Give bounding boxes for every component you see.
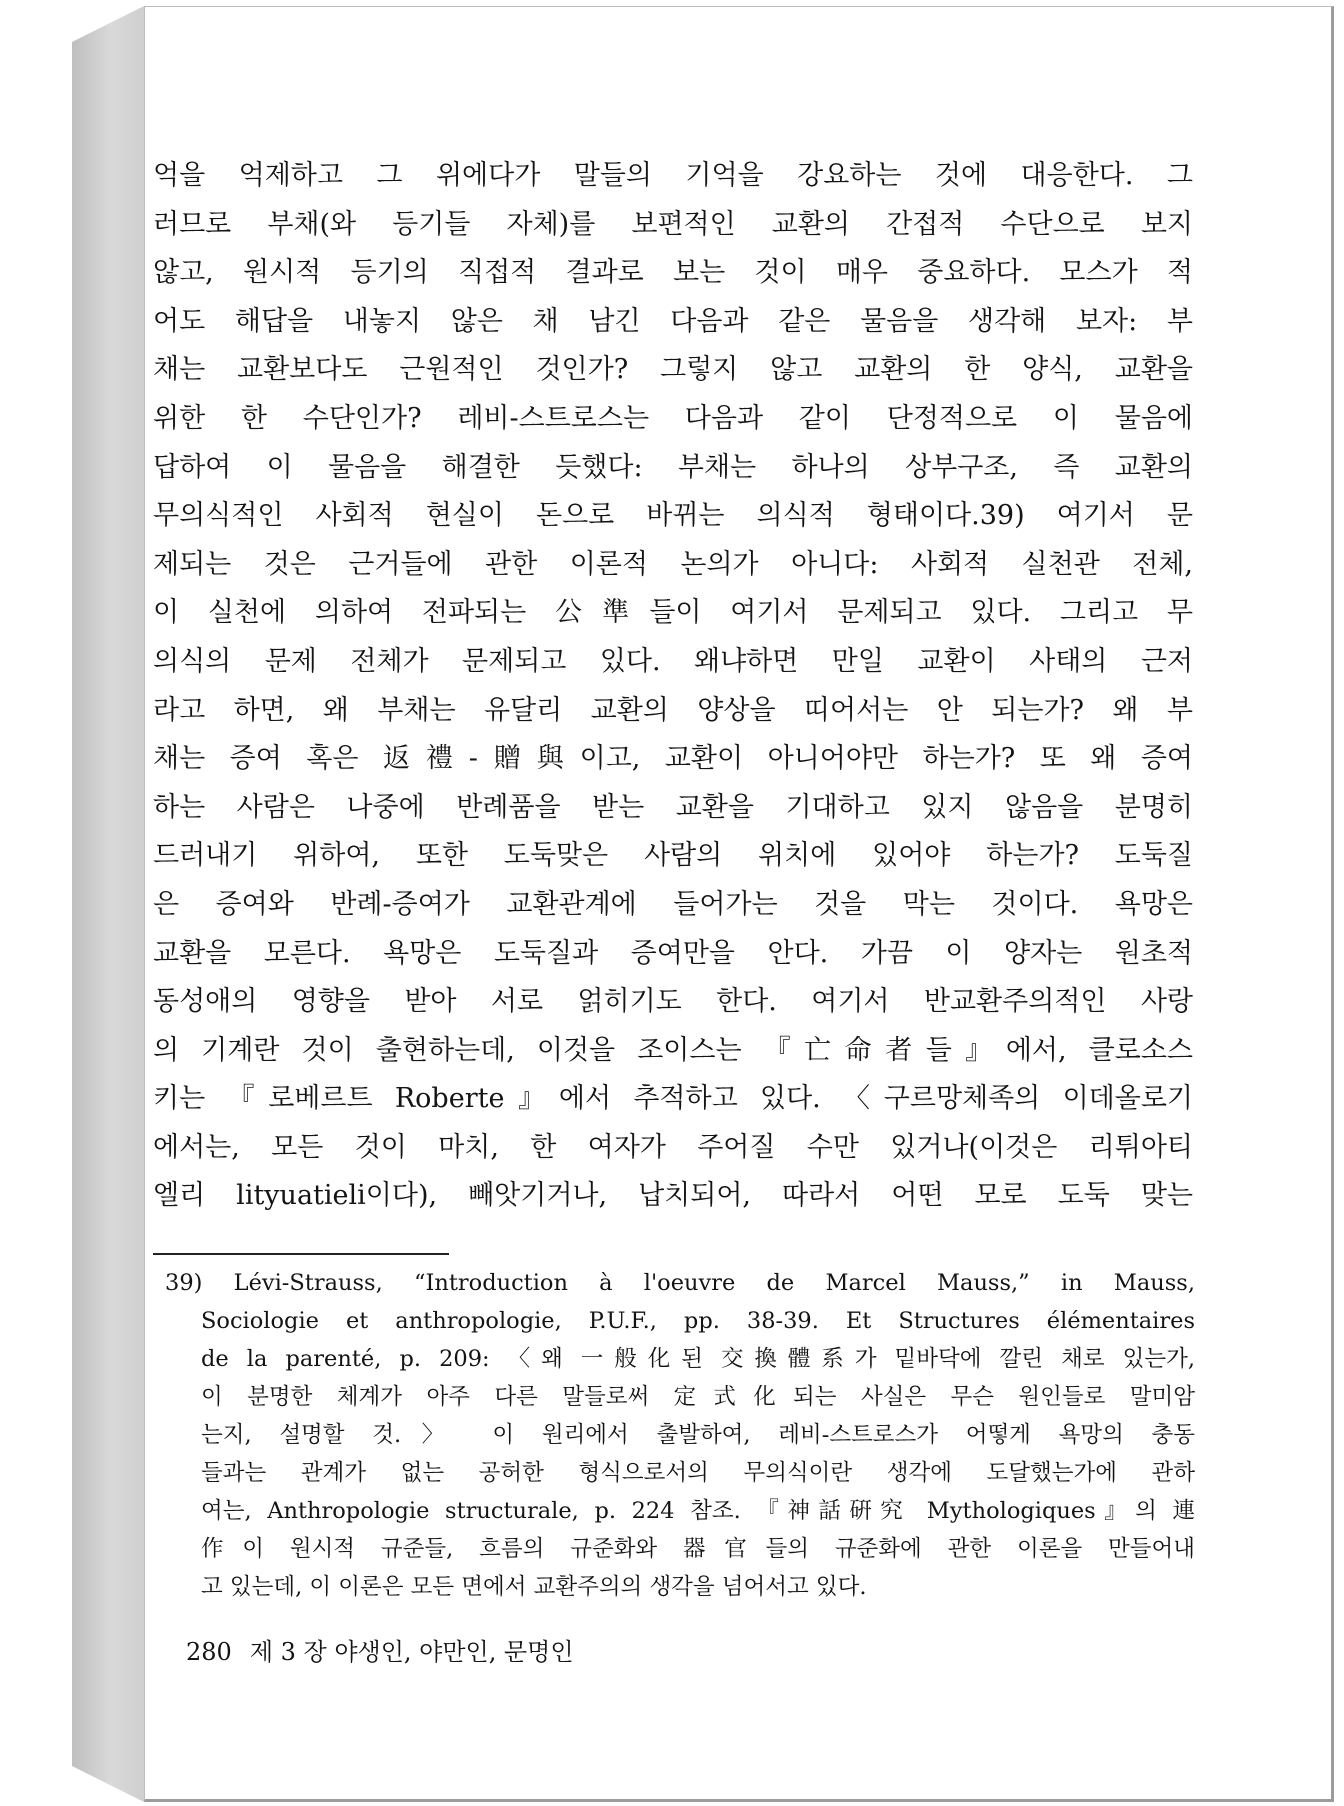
text-line: 어도 해답을 내놓지 않은 채 남긴 다음과 같은 물음을 생각해 보자: 부 bbox=[153, 305, 1193, 337]
text-line: 라고 하면, 왜 부채는 유달리 교환의 양상을 띠어서는 안 되는가? 왜 부 bbox=[153, 694, 1193, 726]
text-line: 키는 『로베르트 Roberte』에서 추적하고 있다. 〈구르망체족의 이데올로기 bbox=[153, 1083, 1193, 1115]
chapter-title: 제 3 장 야생인, 야만인, 문명인 bbox=[249, 1638, 574, 1666]
text-line: 답하여 이 물음을 해결한 듯했다: 부채는 하나의 상부구조, 즉 교환의 bbox=[153, 451, 1193, 483]
text-line: 러므로 부채(와 등기들 자체)를 보편적인 교환의 간접적 수단으로 보지 bbox=[153, 208, 1193, 240]
footnote-line: 들과는 관계가 없는 공허한 형식으로서의 무의식이란 생각에 도달했는가에 관하 bbox=[201, 1460, 1195, 1486]
text-line: 하는 사람은 나중에 반례품을 받는 교환을 기대하고 있지 않음을 분명히 bbox=[153, 791, 1193, 823]
body-text bbox=[153, 152, 1193, 1221]
text-line: 드러내기 위하여, 또한 도둑맞은 사람의 위치에 있어야 하는가? 도둑질 bbox=[153, 840, 1193, 872]
footnote-divider bbox=[153, 1253, 449, 1255]
text-line: 채는 증여 혹은 返禮-贈與이고, 교환이 아니어야만 하는가? 또 왜 증여 bbox=[153, 743, 1193, 775]
text-line: 동성애의 영향을 받아 서로 얽히기도 한다. 여기서 반교환주의적인 사랑 bbox=[153, 986, 1193, 1018]
text-line: 의 기계란 것이 출현하는데, 이것을 조이스는 『亡命者들』에서, 클로소스 bbox=[153, 1034, 1193, 1066]
book-spine bbox=[72, 6, 144, 1802]
page-footer bbox=[186, 1632, 592, 1667]
footnote-line: de la parenté, p. 209: 〈왜 一般化된 交換體系가 밑바닥에 깔린 채로 있는가, bbox=[201, 1346, 1195, 1372]
footnote-line: Sociologie et anthropologie, P.U.F., pp. 38-39. Et Structures élémentaires bbox=[201, 1308, 1195, 1334]
text-line: 엘리 lityuatieli이다), 빼앗기거나, 납치되어, 따라서 어떤 모로 도둑 맞는 bbox=[153, 1180, 1193, 1212]
text-line: 이 실천에 의하여 전파되는 公準들이 여기서 문제되고 있다. 그리고 무 bbox=[153, 597, 1193, 629]
text-line: 은 증여와 반례-증여가 교환관계에 들어가는 것을 막는 것이다. 욕망은 bbox=[153, 888, 1193, 920]
text-line: 제되는 것은 근거들에 관한 이론적 논의가 아니다: 사회적 실천관 전체, bbox=[153, 548, 1193, 580]
footnote-line: 作이 원시적 규준들, 흐름의 규준화와 器官들의 규준화에 관한 이론을 만들어내 bbox=[201, 1536, 1195, 1562]
text-line: 채는 교환보다도 근원적인 것인가? 그렇지 않고 교환의 한 양식, 교환을 bbox=[153, 354, 1193, 386]
text-line: 억을 억제하고 그 위에다가 말들의 기억을 강요하는 것에 대응한다. 그 bbox=[153, 160, 1193, 191]
footnotes bbox=[165, 1264, 1195, 1606]
text-line: 않고, 원시적 등기의 직접적 결과로 보는 것이 매우 중요하다. 모스가 적 bbox=[153, 257, 1193, 289]
footnote-line: 39) Lévi-Strauss, “Introduction à l'oeuvre de Marcel Mauss,” in Mauss, bbox=[165, 1270, 1195, 1296]
text-line: 무의식적인 사회적 현실이 돈으로 바뀌는 의식적 형태이다.39) 여기서 문 bbox=[153, 500, 1193, 532]
text-line: 위한 한 수단인가? 레비-스트로스는 다음과 같이 단정적으로 이 물음에 bbox=[153, 402, 1193, 434]
footnote-line: 는지, 설명할 것.〉 이 원리에서 출발하여, 레비-스트로스가 어떻게 욕망의 충동 bbox=[201, 1422, 1195, 1448]
text-line: 교환을 모른다. 욕망은 도둑질과 증여만을 안다. 가끔 이 양자는 원초적 bbox=[153, 937, 1193, 969]
text-line: 의식의 문제 전체가 문제되고 있다. 왜냐하면 만일 교환이 사태의 근저 bbox=[153, 645, 1193, 677]
footnote-line: 여는, Anthropologie structurale, p. 224 참조. 『神話硏究 Mythologiques』의 連 bbox=[201, 1498, 1195, 1524]
footnote-line: 고 있는데, 이 이론은 모든 면에서 교환주의의 생각을 넘어서고 있다. bbox=[201, 1574, 867, 1600]
footnote-line: 이 분명한 체계가 아주 다른 말들로써 定式化되는 사실은 무슨 원인들로 말미암 bbox=[201, 1384, 1195, 1410]
text-line: 에서는, 모든 것이 마치, 한 여자가 주어질 수만 있거나(이것은 리튀아티 bbox=[153, 1131, 1193, 1163]
page-number: 280 bbox=[186, 1638, 232, 1666]
